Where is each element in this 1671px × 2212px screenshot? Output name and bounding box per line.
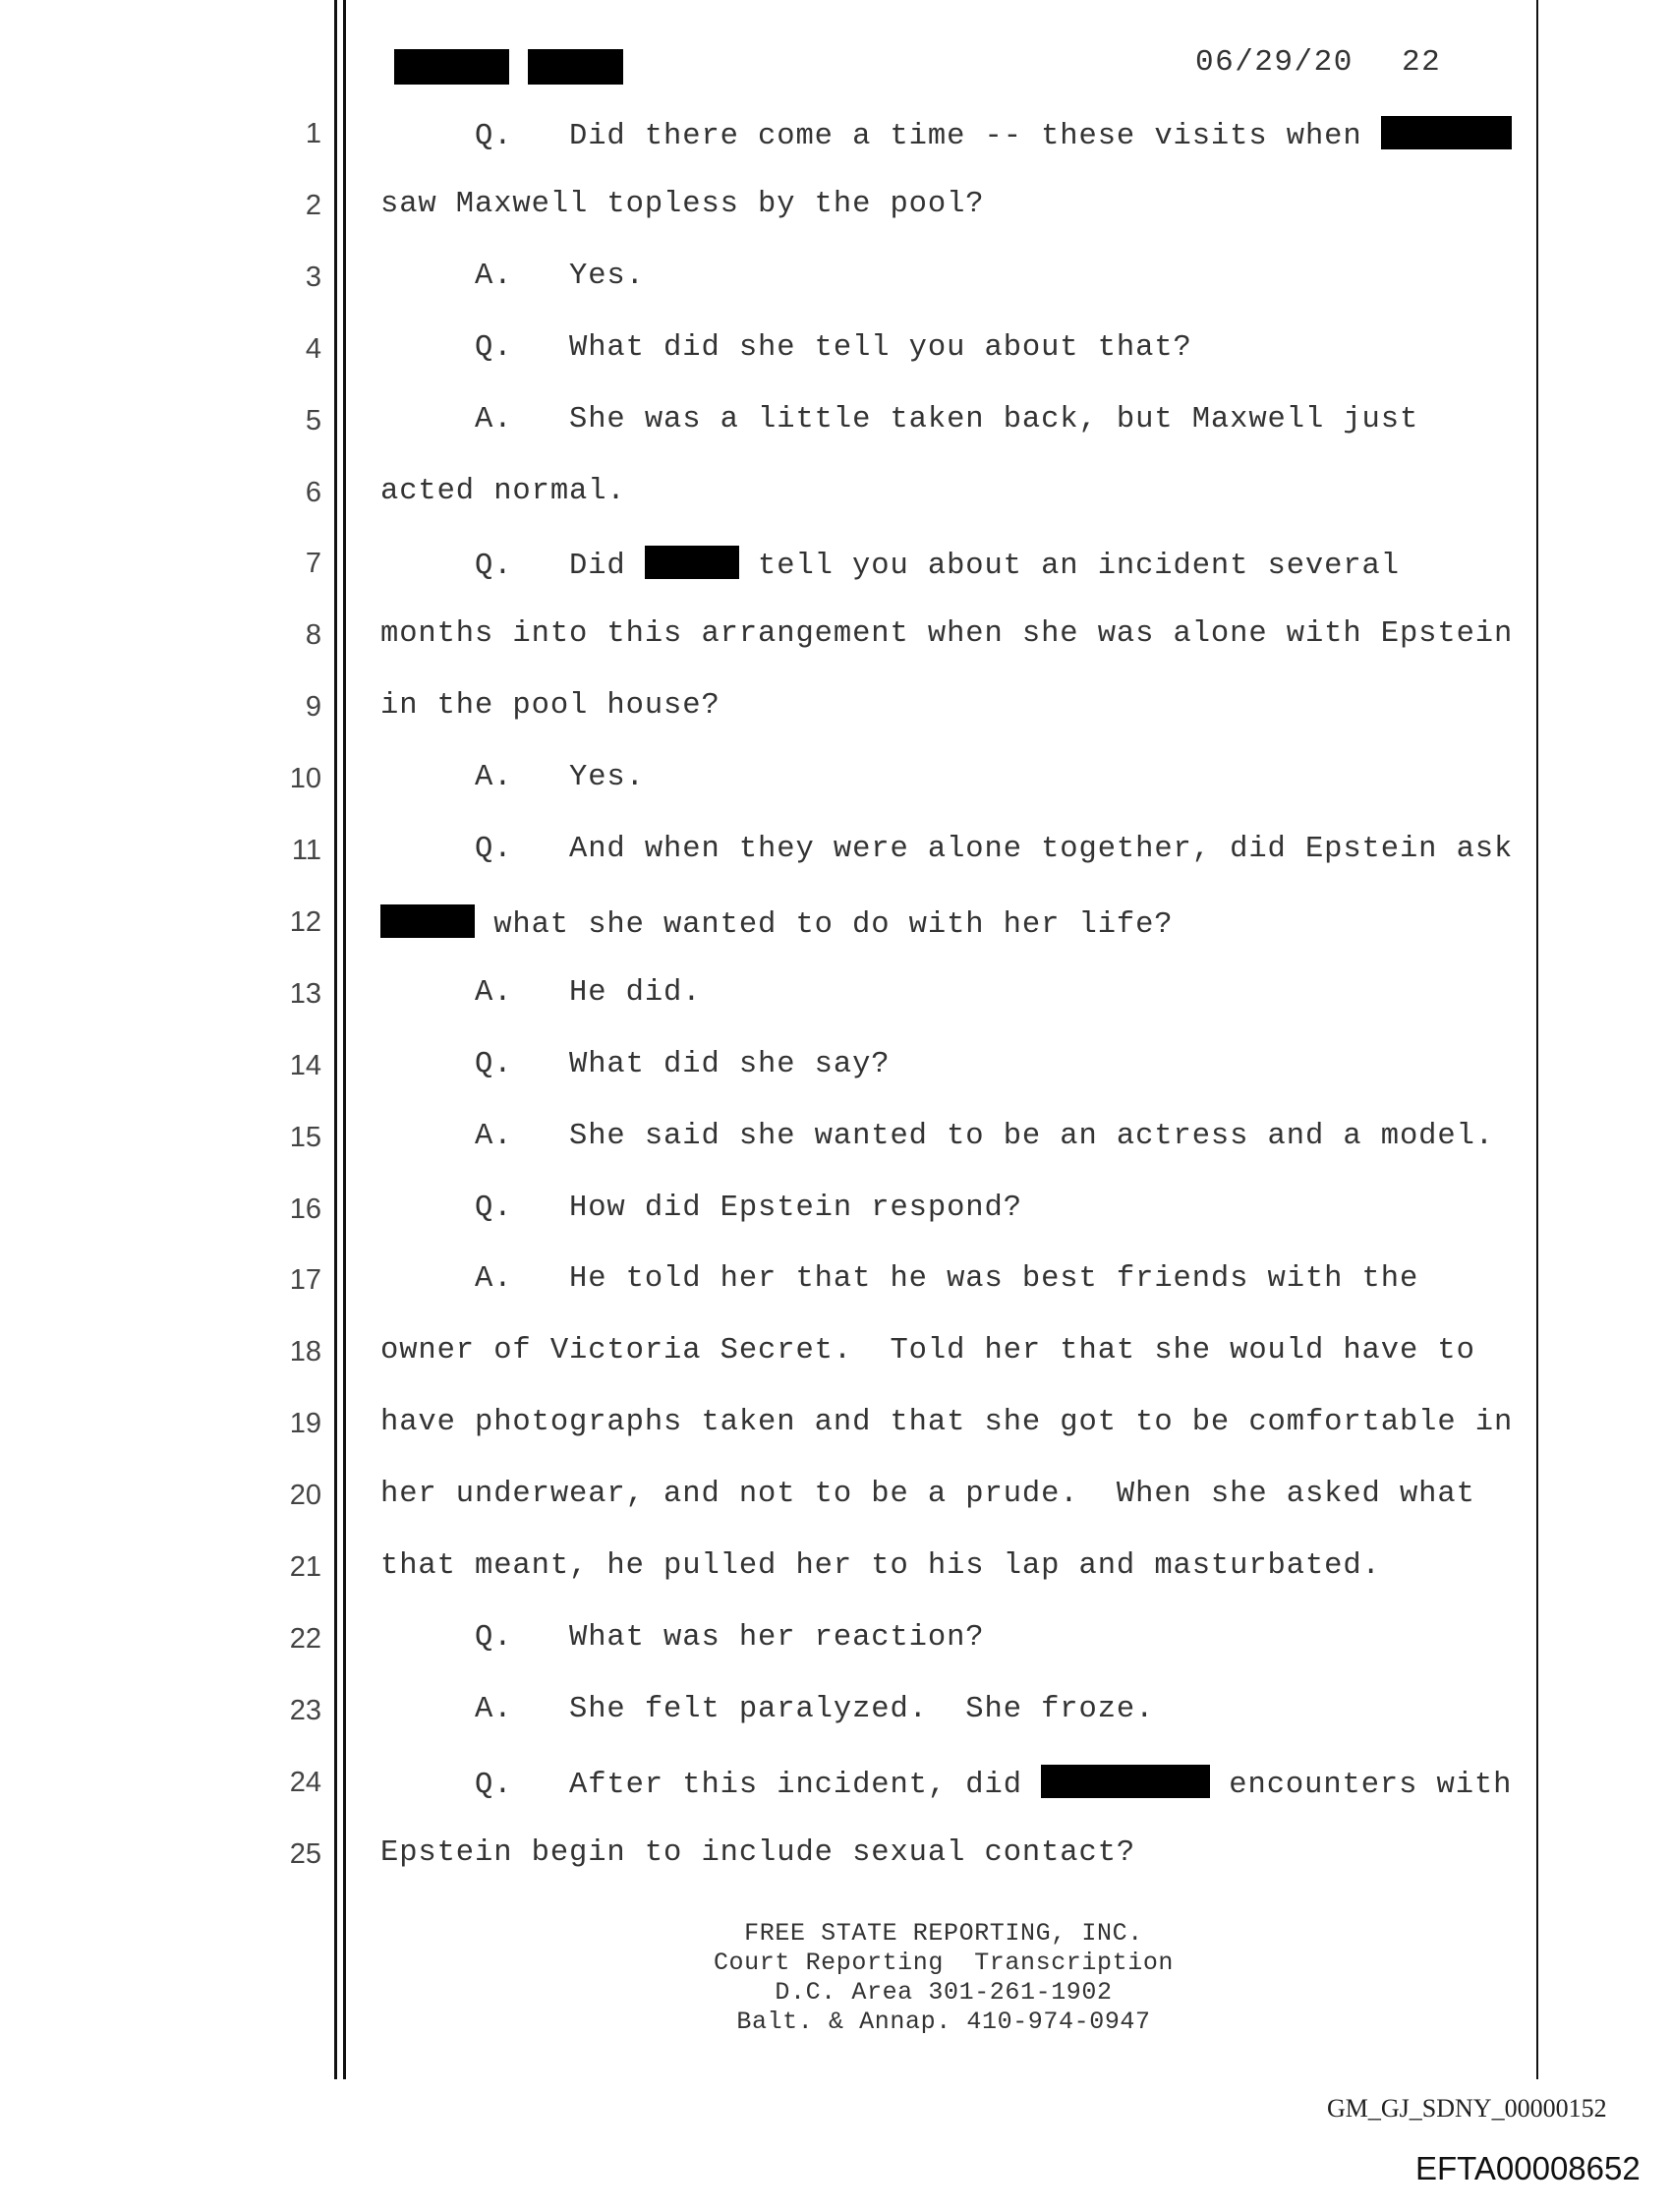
line-text-segment: A. She felt paralyzed. She froze. [380, 1692, 1155, 1726]
line-number: 9 [305, 691, 321, 724]
transcript-line [380, 761, 645, 794]
line-text-segment: A. He told her that he was best friends with the [380, 1262, 1419, 1297]
line-number: 20 [289, 1480, 321, 1512]
line-number: 5 [305, 404, 321, 437]
transcript-line [380, 1048, 890, 1081]
line-number: 8 [305, 619, 321, 652]
line-text-segment: Q. After this incident, did [380, 1768, 1042, 1802]
line-number: 4 [305, 332, 321, 365]
line-number: 21 [289, 1551, 321, 1583]
line-number: 25 [289, 1837, 321, 1870]
transcript-line [380, 1192, 1022, 1225]
transcript-line [380, 1836, 1135, 1870]
redaction-block [1381, 116, 1512, 149]
line-number: 3 [305, 261, 321, 293]
transcript-line [380, 331, 1192, 365]
footer-dc-phone: D.C. Area 301-261-1902 [775, 1978, 1113, 2007]
line-text-segment: Epstein begin to include sexual contact? [380, 1835, 1136, 1870]
transcript-line [380, 1693, 1154, 1726]
line-text-segment: Q. And when they were alone together, did Epstein ask [380, 833, 1514, 866]
line-number: 22 [289, 1622, 321, 1655]
line-number: 13 [289, 977, 321, 1010]
line-text-segment: Q. Did [380, 550, 645, 584]
line-number: 12 [289, 905, 321, 938]
reporter-footer [590, 1919, 1297, 2037]
line-text-segment: tell you about an incident several [738, 550, 1400, 584]
line-text-segment: have photographs taken and that she got to be comfortable in [380, 1406, 1514, 1440]
transcript-line [380, 833, 1513, 866]
line-text-segment: her underwear, and not to be a prude. When she asked what [380, 1478, 1475, 1512]
line-text-segment: Q. Did there come a time -- these visits when [380, 120, 1381, 153]
transcript-line [380, 689, 720, 723]
footer-balt-phone: Balt. & Annap. 410-974-0947 [736, 2008, 1151, 2036]
left-margin-rule-inner [343, 0, 346, 2079]
left-margin-rule [334, 0, 337, 2079]
line-number: 6 [305, 476, 321, 508]
header-redaction-1 [394, 49, 509, 85]
transcript-line [380, 1765, 1512, 1802]
line-text-segment: A. She said she wanted to be an actress and a model. [380, 1119, 1494, 1153]
line-number: 2 [305, 189, 321, 221]
line-number: 19 [289, 1408, 321, 1440]
line-text-segment: Q. What did she tell you about that? [380, 330, 1192, 365]
line-number: 14 [289, 1049, 321, 1081]
line-text-segment: Q. How did Epstein respond? [380, 1191, 1022, 1225]
redaction-block [645, 546, 739, 579]
line-number: 1 [305, 118, 321, 149]
transcript-line [380, 188, 985, 221]
line-text-segment: owner of Victoria Secret. Told her that she would have to [380, 1334, 1475, 1368]
line-number: 15 [289, 1121, 321, 1153]
transcript-line [380, 617, 1513, 651]
line-number: 10 [289, 763, 321, 795]
line-text-segment: Q. What was her reaction? [380, 1620, 985, 1655]
transcript-line [380, 1120, 1494, 1153]
transcript-line [380, 976, 701, 1010]
footer-company: FREE STATE REPORTING, INC. [744, 1919, 1143, 1948]
transcript-line [380, 260, 645, 293]
line-number: 7 [305, 548, 321, 580]
header-page-number: 22 [1402, 45, 1442, 80]
transcript-line [380, 1406, 1513, 1439]
line-text-segment: A. She was a little taken back, but Maxwell just [380, 402, 1419, 437]
header-date: 06/29/20 [1195, 45, 1354, 80]
redaction-block [1041, 1765, 1210, 1798]
bates-number: GM_GJ_SDNY_00000152 [1327, 2094, 1607, 2123]
line-text-segment: A. He did. [380, 975, 702, 1010]
line-number: 18 [289, 1336, 321, 1368]
line-number: 24 [289, 1766, 321, 1798]
line-text-segment: A. Yes. [380, 761, 645, 795]
line-text-segment: A. Yes. [380, 259, 645, 293]
transcript-line [380, 403, 1418, 437]
line-text-segment: Q. What did she say? [380, 1047, 891, 1081]
transcript-line [380, 1334, 1475, 1368]
transcript-line [380, 475, 626, 508]
line-number: 11 [291, 835, 321, 866]
line-text-segment: in the pool house? [380, 689, 720, 724]
header-redaction-2 [528, 49, 623, 85]
line-text-segment: acted normal. [380, 474, 626, 508]
transcript-line [380, 1621, 985, 1655]
right-margin-rule [1536, 0, 1538, 2079]
transcript-line [380, 904, 1174, 942]
line-number: 23 [289, 1694, 321, 1726]
transcript-line [380, 1262, 1418, 1296]
line-number: 17 [289, 1264, 321, 1297]
footer-services: Court Reporting Transcription [713, 1949, 1175, 1977]
line-text-segment: what she wanted to do with her life? [475, 907, 1174, 942]
transcript-line [380, 1549, 1381, 1583]
transcript-line [380, 1478, 1475, 1511]
redaction-block [380, 904, 475, 938]
line-text-segment: saw Maxwell topless by the pool? [380, 187, 985, 221]
line-text-segment: that meant, he pulled her to his lap and masturbated. [380, 1549, 1381, 1583]
line-number: 16 [289, 1193, 321, 1225]
line-text-segment: encounters with [1210, 1768, 1513, 1802]
efta-number: EFTA00008652 [1415, 2150, 1641, 2186]
line-text-segment: months into this arrangement when she was alone with Epstein [380, 617, 1514, 652]
transcript-line [380, 116, 1512, 153]
transcript-line [380, 546, 1400, 583]
